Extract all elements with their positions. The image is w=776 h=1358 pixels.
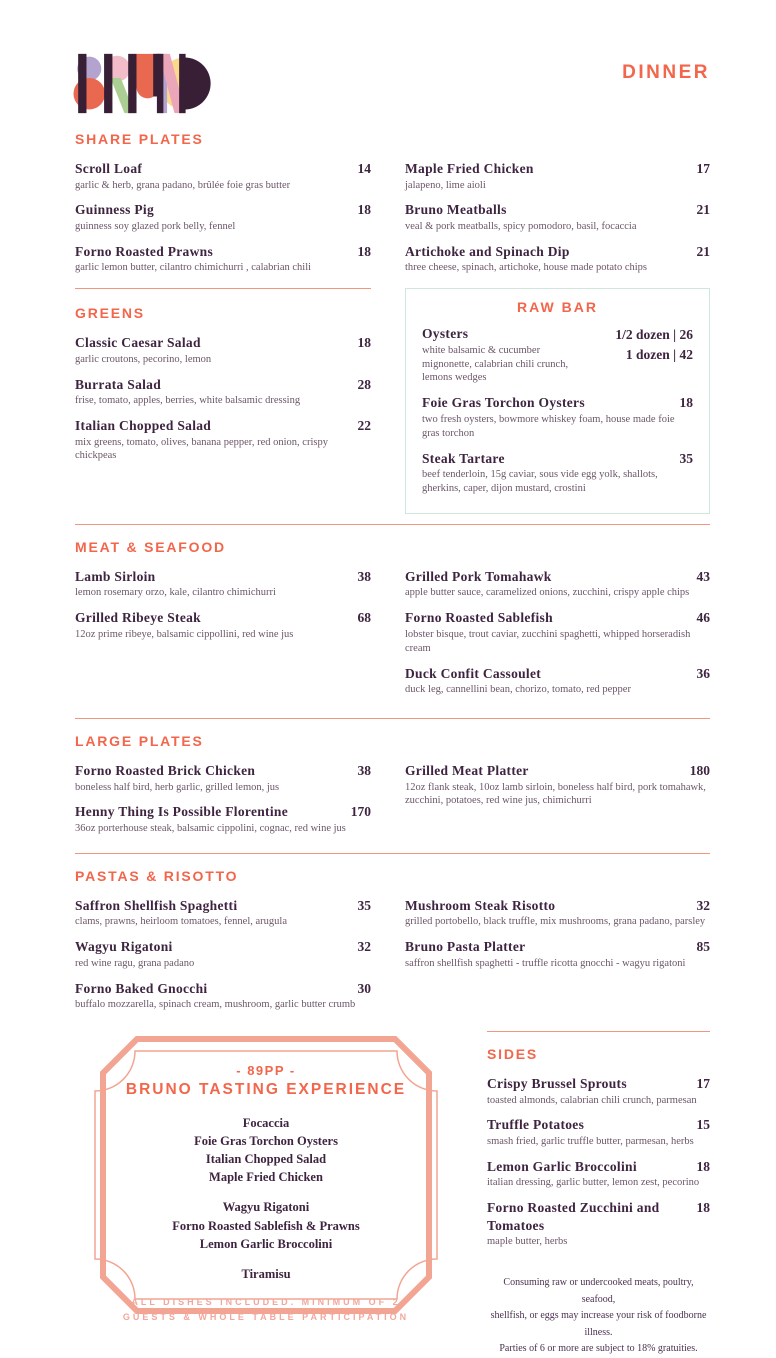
menu-item (405, 762, 710, 808)
item-name: Grilled Meat Platter (405, 762, 529, 778)
item-name: Forno Roasted Zucchini and Tomatoes (487, 1200, 660, 1233)
item-description: veal & pork meatballs, spicy pomodoro, basil, focaccia (405, 220, 637, 232)
pastas-left-column (75, 897, 371, 1021)
bottom-row (75, 1031, 710, 1358)
tasting-note-line: GUESTS & WHOLE TABLE PARTICIPATION (122, 1312, 410, 1323)
item-price: 32 (357, 939, 371, 955)
menu-item (405, 609, 710, 655)
tasting-course-group (75, 1198, 457, 1252)
item-price: 43 (696, 568, 710, 584)
item-price: 17 (696, 1075, 710, 1091)
header (75, 52, 710, 115)
item-name: Classic Caesar Salad (75, 335, 201, 351)
section-title-large-plates: LARGE PLATES (75, 732, 204, 749)
item-name: Lamb Sirloin (75, 568, 156, 584)
section-greens (75, 288, 371, 514)
menu-item (75, 938, 371, 970)
item-description: toasted almonds, calabrian chili crunch, parmesan (487, 1094, 697, 1106)
item-description: 12oz flank steak, 10oz lamb sirloin, boneless half bird, pork tomahawk, zucchini, potatoes, red wine jus, chimichurri (405, 781, 706, 807)
item-description: duck leg, cannellini bean, chorizo, tomato, red pepper (405, 684, 631, 696)
divider (75, 718, 710, 719)
section-title-pastas-risotto: PASTAS & RISOTTO (75, 867, 239, 884)
disclaimer (487, 1275, 710, 1358)
item-description: apple butter sauce, caramelized onions, zucchini, crispy apple chips (405, 587, 690, 599)
item-description: 36oz porterhouse steak, balsamic cippolini, cognac, red wine jus (75, 822, 346, 834)
item-description: beef tenderloin, 15g caviar, sous vide egg yolk, shallots, gherkins, caper, dijon mustard, crostini (422, 469, 658, 495)
item-name: Henny Thing Is Possible Florentine (75, 804, 288, 820)
item-description: three cheese, spinach, artichoke, house made potato chips (405, 262, 647, 274)
meat-seafood-left-column (75, 568, 371, 706)
item-price: 18 (357, 202, 371, 218)
tasting-course-item: Focaccia (242, 1115, 290, 1130)
large-plates-right-column (405, 762, 710, 845)
item-price: 38 (357, 762, 371, 778)
item-price: 35 (679, 450, 693, 466)
tasting-note-line: ALL DISHES INCLUDED. MINIMUM OF 2 (131, 1296, 401, 1307)
item-name: Bruno Pasta Platter (405, 939, 526, 955)
section-share-plates (75, 131, 710, 284)
tasting-note (75, 1295, 457, 1326)
item-description: clams, prawns, heirloom tomatoes, fennel, arugula (75, 916, 287, 928)
menu-item (422, 450, 693, 496)
item-price: 22 (357, 418, 371, 434)
item-description: italian dressing, garlic butter, lemon zest, pecorino (487, 1177, 700, 1189)
item-description: garlic lemon butter, cilantro chimichurri , calabrian chili (75, 262, 312, 274)
item-description: guinness soy glazed pork belly, fennel (75, 220, 236, 232)
item-name: Duck Confit Cassoulet (405, 665, 542, 681)
tasting-course-item: Maple Fried Chicken (209, 1170, 323, 1185)
item-name: Artichoke and Spinach Dip (405, 243, 570, 259)
item-name: Grilled Pork Tomahawk (405, 568, 552, 584)
disclaimer-line: Parties of 6 or more are subject to 18% gratuities. (499, 1343, 698, 1355)
item-description: garlic croutons, pecorino, lemon (75, 353, 212, 365)
item-description: saffron shellfish spaghetti - truffle ricotta gnocchi - wagyu rigatoni (405, 957, 686, 969)
item-name: Grilled Ribeye Steak (75, 610, 201, 626)
item-price: 28 (357, 376, 371, 392)
item-price: 21 (696, 243, 710, 259)
item-price: 1/2 dozen | 26 (615, 327, 693, 343)
item-description: white balsamic & cucumber mignonette, calabrian chili crunch, lemons wedges (422, 344, 569, 384)
menu-item (75, 376, 371, 408)
tasting-course-item: Tiramisu (241, 1266, 291, 1281)
item-name: Saffron Shellfish Spaghetti (75, 897, 238, 913)
item-price: 15 (696, 1117, 710, 1133)
item-name: Oysters (422, 326, 469, 342)
divider (75, 288, 371, 289)
bruno-logo (75, 52, 211, 115)
menu-item (75, 201, 371, 233)
menu-item (75, 897, 371, 929)
section-title-share-plates: SHARE PLATES (75, 131, 204, 147)
item-description: garlic & herb, grana padano, brûlée foie gras butter (75, 179, 291, 191)
section-title-greens: GREENS (75, 305, 145, 322)
tasting-course-item: Lemon Garlic Broccolini (199, 1236, 333, 1251)
tasting-course-item: Italian Chopped Salad (205, 1152, 327, 1167)
item-price: 180 (689, 762, 710, 778)
item-description: two fresh oysters, bowmore whiskey foam, house made foie gras torchon (422, 413, 675, 439)
item-price: 32 (696, 897, 710, 913)
menu-item (405, 160, 710, 192)
item-price: 36 (696, 665, 710, 681)
item-price: 17 (696, 161, 710, 176)
item-name: Forno Baked Gnocchi (75, 980, 208, 996)
item-price: 1 dozen | 42 (625, 347, 693, 363)
section-title-raw-bar: RAW BAR (517, 299, 598, 316)
divider (75, 524, 710, 525)
menu-item (487, 1158, 710, 1190)
share-plates-left-column (75, 160, 371, 284)
item-price: 21 (696, 202, 710, 218)
item-name: Crispy Brussel Sprouts (487, 1075, 627, 1091)
section-sides (487, 1031, 710, 1358)
menu-item (75, 609, 371, 641)
item-name: Steak Tartare (422, 450, 505, 466)
tasting-title: BRUNO TASTING EXPERIENCE (125, 1080, 407, 1098)
item-name: Scroll Loaf (75, 161, 143, 176)
item-description: red wine ragu, grana padano (75, 957, 195, 969)
item-name: Burrata Salad (75, 376, 162, 392)
item-price: 38 (357, 568, 371, 584)
item-price: 35 (357, 897, 371, 913)
raw-bar-panel (405, 288, 710, 514)
share-plates-right-column (405, 160, 710, 284)
item-name: Lemon Garlic Broccolini (487, 1158, 637, 1174)
section-pastas-risotto (75, 868, 710, 1021)
menu-item (75, 803, 371, 835)
tasting-course-group (75, 1114, 457, 1187)
item-name: Mushroom Steak Risotto (405, 897, 556, 913)
menu-item (405, 201, 710, 233)
menu-item (75, 334, 371, 366)
menu-item-oysters (422, 325, 693, 385)
tasting-course-item: Foie Gras Torchon Oysters (194, 1134, 338, 1149)
item-price: 14 (357, 161, 371, 176)
section-title-sides: SIDES (487, 1045, 539, 1062)
item-description: 12oz prime ribeye, balsamic cippollini, red wine jus (75, 628, 294, 640)
menu-item (405, 243, 710, 275)
item-name: Maple Fried Chicken (405, 161, 534, 176)
item-price: 170 (350, 804, 371, 820)
divider (75, 853, 710, 854)
item-name: Truffle Potatoes (487, 1117, 585, 1133)
menu-item (75, 243, 371, 275)
item-name: Forno Roasted Brick Chicken (75, 762, 256, 778)
item-description: jalapeno, lime aioli (405, 179, 486, 191)
tasting-price-label: - 89PP - (236, 1062, 296, 1078)
item-name: Forno Roasted Prawns (75, 243, 213, 259)
section-title-meat-seafood: MEAT & SEAFOOD (75, 538, 226, 555)
meat-seafood-right-column (405, 568, 710, 706)
menu-item (75, 417, 371, 463)
item-description: lemon rosemary orzo, kale, cilantro chimichurri (75, 587, 276, 599)
menu-item (487, 1075, 710, 1107)
menu-item (422, 394, 693, 440)
menu-item (405, 665, 710, 697)
item-name: Wagyu Rigatoni (75, 939, 173, 955)
item-price: 46 (696, 610, 710, 626)
item-description: grilled portobello, black truffle, mix mushrooms, grana padano, parsley (405, 916, 706, 928)
section-large-plates (75, 733, 710, 845)
item-description: lobster bisque, trout caviar, zucchini spaghetti, whipped horseradish cream (405, 628, 691, 654)
menu-item (487, 1116, 710, 1148)
tasting-experience-panel (75, 1031, 457, 1323)
pastas-right-column (405, 897, 710, 1021)
item-price: 18 (357, 243, 371, 259)
item-price: 68 (357, 610, 371, 626)
disclaimer-line: Consuming raw or undercooked meats, poultry, seafood, (503, 1277, 694, 1305)
menu-item (75, 762, 371, 794)
item-description: frise, tomato, apples, berries, white balsamic dressing (75, 395, 301, 407)
item-description: boneless half bird, herb garlic, grilled lemon, jus (75, 781, 280, 793)
menu-item (75, 980, 371, 1012)
section-meat-seafood (75, 539, 710, 706)
item-name: Foie Gras Torchon Oysters (422, 395, 585, 411)
tasting-course-item: Wagyu Rigatoni (222, 1200, 310, 1215)
menu-item (487, 1199, 710, 1249)
menu-item (405, 568, 710, 600)
oyster-prices (615, 325, 693, 385)
greens-rawbar-row (75, 288, 710, 514)
item-description: mix greens, tomato, olives, banana pepper, red onion, crispy chickpeas (75, 436, 328, 462)
large-plates-left-column (75, 762, 371, 845)
menu-item (75, 568, 371, 600)
tasting-course-item: Forno Roasted Sablefish & Prawns (172, 1218, 360, 1233)
item-price: 18 (357, 335, 371, 351)
menu-item (405, 897, 710, 929)
item-description: smash fried, garlic truffle butter, parmesan, herbs (487, 1135, 694, 1147)
item-price: 18 (696, 1158, 710, 1174)
item-price: 18 (696, 1200, 710, 1216)
item-name: Guinness Pig (75, 202, 154, 218)
menu-item (405, 938, 710, 970)
divider (487, 1031, 710, 1032)
disclaimer-line: shellfish, or eggs may increase your risk of foodborne illness. (490, 1310, 707, 1338)
menu-type-label: DINNER (622, 62, 710, 83)
item-name: Bruno Meatballs (405, 202, 507, 218)
item-name: Italian Chopped Salad (75, 418, 212, 434)
item-description: maple butter, herbs (487, 1236, 568, 1248)
item-price: 18 (679, 395, 693, 411)
item-price: 30 (357, 980, 371, 996)
item-name: Forno Roasted Sablefish (405, 610, 553, 626)
item-description: buffalo mozzarella, spinach cream, mushroom, garlic butter crumb (75, 999, 356, 1011)
tasting-course-group (75, 1265, 457, 1283)
menu-item (75, 160, 371, 192)
item-price: 85 (696, 939, 710, 955)
